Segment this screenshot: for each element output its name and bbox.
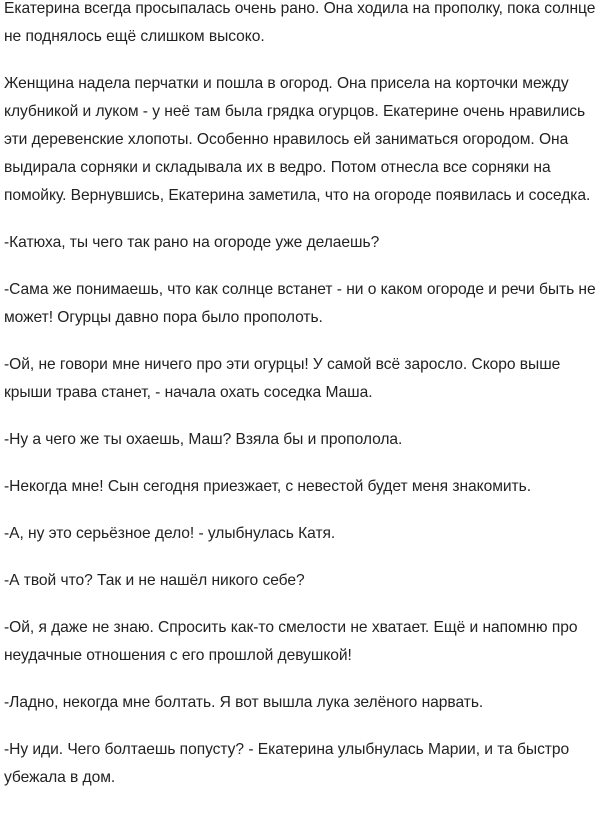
paragraph-gap <box>4 210 604 229</box>
paragraph-7: -Некогда мне! Сын сегодня приезжает, с невестой будет меня знакомить. <box>4 478 531 495</box>
paragraph-gap <box>4 670 604 689</box>
paragraph-1: Екатерина всегда просыпалась очень рано. Она ходила на прополку, пока солнце не поднялось ещё слишком высоко. <box>4 0 596 45</box>
paragraph-gap <box>4 51 604 70</box>
paragraph-5: -Ой, не говори мне ничего про эти огурцы! У самой всё заросло. Скоро выше крыши трава станет, - начала охать соседка Маша. <box>4 356 561 401</box>
paragraph-gap <box>4 257 604 276</box>
paragraph-4: -Сама же понимаешь, что как солнце встанет - ни о каком огороде и речи быть не может! Огурцы давно пора было прополоть. <box>4 281 596 326</box>
paragraph-gap <box>4 407 604 426</box>
paragraph-12: -Ну иди. Чего болтаешь попусту? - Екатерина улыбнулась Марии, и та быстро убежала в дом. <box>4 741 570 786</box>
paragraph-2: Женщина надела перчатки и пошла в огород. Она присела на корточки между клубникой и луком - у неё там была грядка огурцов. Екатерине очень нравились эти деревенские хлопоты. Особенно нравилось ей заниматься огородом. Она выдирала сорняки и складывала их в ведро. Потом отнесла все сорняки на помойку. Вернувшись, Екатерина заметила, что на огороде появилась и соседка. <box>4 75 591 204</box>
paragraph-gap <box>4 595 604 614</box>
paragraph-9: -А твой что? Так и не нашёл никого себе? <box>4 572 305 589</box>
paragraph-gap <box>4 454 604 473</box>
paragraph-10: -Ой, я даже не знаю. Спросить как-то смелости не хватает. Ещё и напомню про неудачные отношения с его прошлой девушкой! <box>4 619 578 664</box>
paragraph-gap <box>4 717 604 736</box>
paragraph-8: -А, ну это серьёзное дело! - улыбнулась Катя. <box>4 525 336 542</box>
paragraph-11: -Ладно, некогда мне болтать. Я вот вышла лука зелёного нарвать. <box>4 694 484 711</box>
paragraph-gap <box>4 548 604 567</box>
paragraph-gap <box>4 501 604 520</box>
paragraph-gap <box>4 332 604 351</box>
paragraph-3: -Катюха, ты чего так рано на огороде уже делаешь? <box>4 234 380 251</box>
paragraph-6: -Ну а чего же ты охаешь, Маш? Взяла бы и прополола. <box>4 431 403 448</box>
